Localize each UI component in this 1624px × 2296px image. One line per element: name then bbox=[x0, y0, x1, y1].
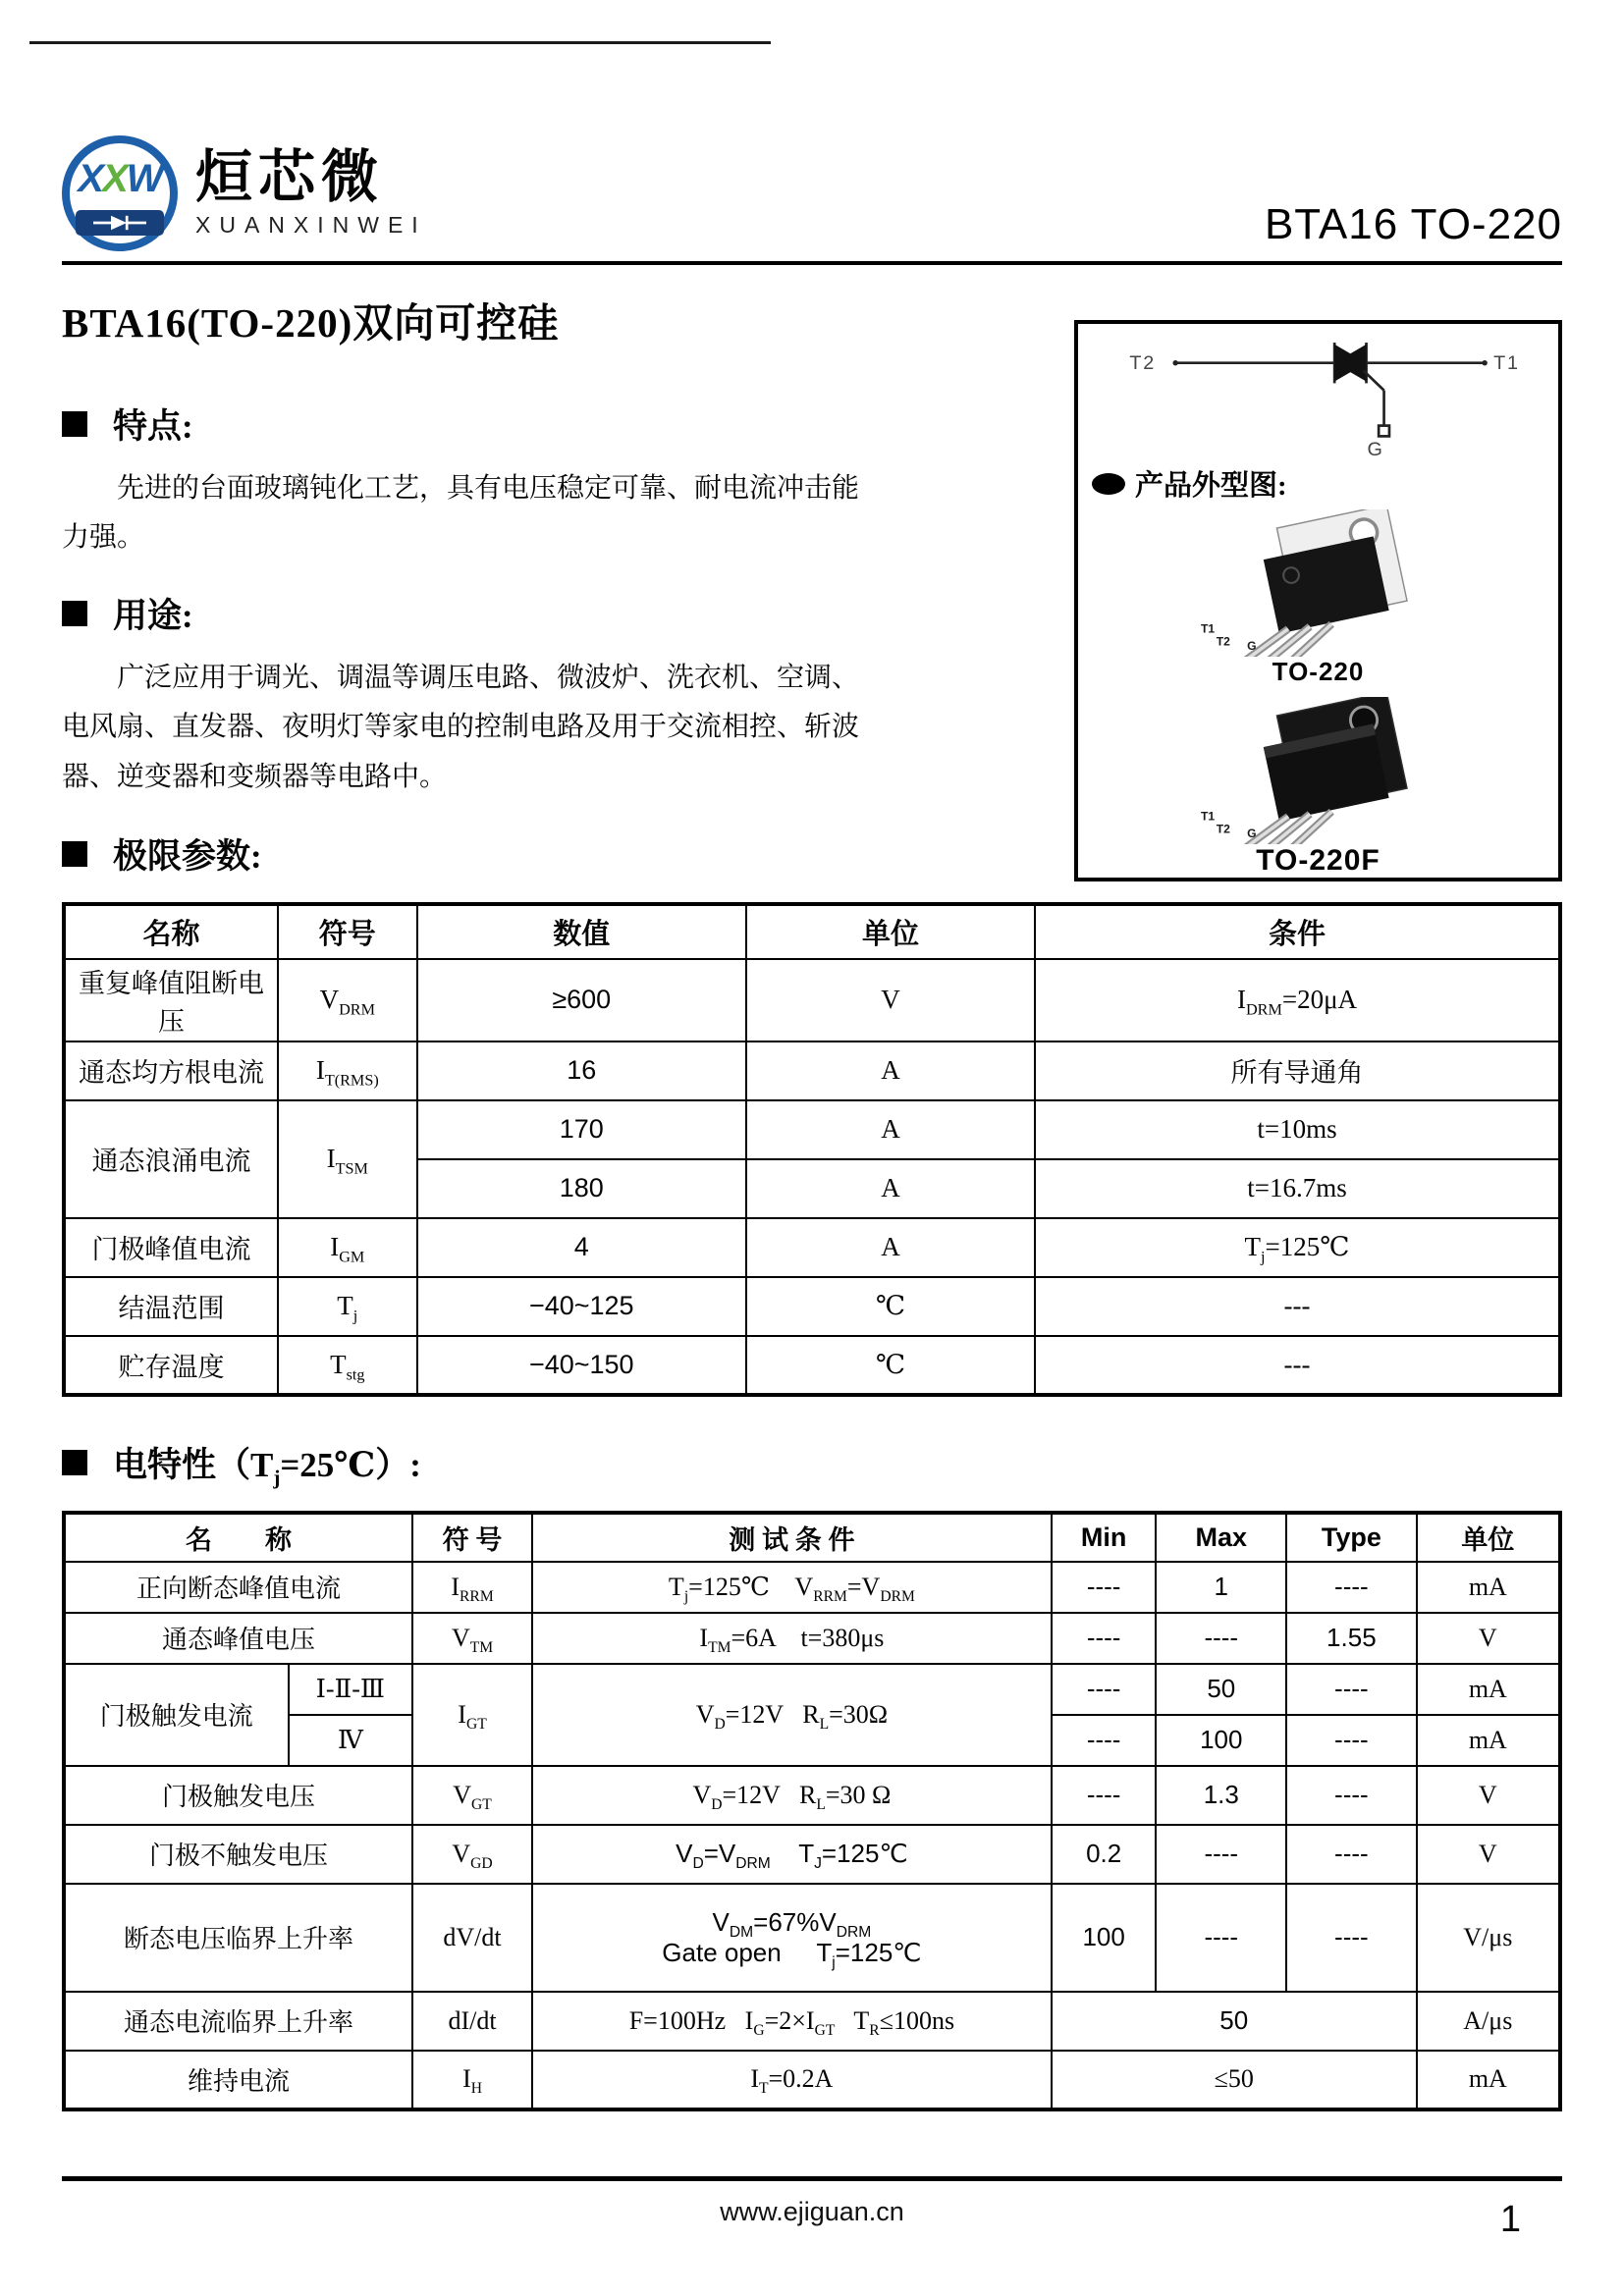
min-cell: ---- bbox=[1052, 1766, 1157, 1825]
param-name-cell: 结温范围 bbox=[64, 1277, 278, 1336]
pin-label-g: G bbox=[1246, 638, 1257, 653]
symbol-cell: $T_{stg}$ bbox=[278, 1336, 417, 1395]
condition-cell: $V_D=12V$ $R_L=30$ Ω bbox=[532, 1766, 1052, 1825]
param-name-cell: 通态均方根电流 bbox=[64, 1041, 278, 1100]
min-cell: ---- bbox=[1052, 1562, 1157, 1613]
symbol-cell: $V_{DRM}$ bbox=[278, 959, 417, 1041]
value-cell: 4 bbox=[417, 1218, 746, 1277]
header-rule bbox=[62, 261, 1562, 265]
value-cell: 16 bbox=[417, 1041, 746, 1100]
unit-cell: A bbox=[746, 1041, 1035, 1100]
value-cell: ≥600 bbox=[417, 959, 746, 1041]
value-cell: −40~150 bbox=[417, 1336, 746, 1395]
package-photo-to220f bbox=[1092, 697, 1544, 878]
outline-drawing-label: 产品外型图: bbox=[1092, 463, 1544, 504]
symbol-cell: $V_{GD}$ bbox=[412, 1825, 532, 1884]
section-bullet-icon bbox=[62, 841, 87, 867]
unit-cell: V bbox=[1417, 1613, 1560, 1664]
pin-label-t1: T1 bbox=[1200, 621, 1215, 636]
param-name-cell: 断态电压临界上升率 bbox=[64, 1884, 412, 1992]
min-cell: ---- bbox=[1052, 1715, 1157, 1766]
scan-artifact-line bbox=[29, 41, 771, 44]
applications-text: 广泛应用于调光、调温等调压电路、微波炉、洗衣机、空调、电风扇、直发器、夜明灯等家电的控制电路及用于交流相控、斩波器、逆变器和变频器等电路中。 bbox=[62, 662, 860, 792]
condition-cell: $T_j=125℃$ $V_{RRM}=V_{DRM}$ bbox=[532, 1562, 1052, 1613]
type-cell: ---- bbox=[1286, 1825, 1417, 1884]
min-cell: 0.2 bbox=[1052, 1825, 1157, 1884]
unit-cell: ℃ bbox=[746, 1277, 1035, 1336]
page-title: BTA16(TO-220)双向可控硅 bbox=[62, 300, 560, 346]
col-header-value: 数值 bbox=[417, 904, 746, 959]
max-cell: ---- bbox=[1156, 1884, 1286, 1992]
col-header-unit: 单位 bbox=[746, 904, 1035, 959]
part-number: BTA16 TO-220 bbox=[1264, 200, 1562, 248]
condition-cell: --- bbox=[1035, 1336, 1560, 1395]
param-name-cell: 门极触发电流 bbox=[64, 1664, 289, 1766]
brand-text bbox=[195, 145, 427, 239]
table-row bbox=[64, 1766, 1560, 1825]
table-row bbox=[64, 1218, 1560, 1277]
condition-cell: 所有导通角 bbox=[1035, 1041, 1560, 1100]
condition-cell: F=100Hz $I_G=2\times I_{GT}$ $T_R\le 100ns$ bbox=[532, 1992, 1052, 2051]
min-cell: ---- bbox=[1052, 1613, 1157, 1664]
table-row bbox=[64, 1041, 1560, 1100]
features-text: 先进的台面玻璃钝化工艺，具有电压稳定可靠、耐电流冲击能力强。 bbox=[62, 473, 860, 554]
type-cell: ---- bbox=[1286, 1766, 1417, 1825]
min-cell: 100 bbox=[1052, 1884, 1157, 1992]
page-footer bbox=[62, 2197, 1562, 2256]
col-header-symbol: 符 号 bbox=[412, 1513, 532, 1562]
symbol-cell: $I_{RRM}$ bbox=[412, 1562, 532, 1613]
param-name-cell: 重复峰值阻断电压 bbox=[64, 959, 278, 1041]
condition-cell: $V_{DM}=67\%V_{DRM}$ Gate open $T_j=125℃$ bbox=[532, 1884, 1052, 1992]
param-name-cell: 门极触发电压 bbox=[64, 1766, 412, 1825]
table-row bbox=[64, 1562, 1560, 1613]
schematic-pin-g: G bbox=[1367, 439, 1384, 457]
type-cell: ---- bbox=[1286, 1884, 1417, 1992]
triac-schematic bbox=[1092, 334, 1544, 457]
section-bullet-icon bbox=[62, 1450, 87, 1475]
col-header-symbol: 符号 bbox=[278, 904, 417, 959]
unit-cell: mA bbox=[1417, 1562, 1560, 1613]
max-cell: 100 bbox=[1156, 1715, 1286, 1766]
unit-cell: V bbox=[1417, 1766, 1560, 1825]
param-name-cell: 通态峰值电压 bbox=[64, 1613, 412, 1664]
col-header-type: Type bbox=[1286, 1513, 1417, 1562]
table-row bbox=[64, 1100, 1560, 1159]
logo-letters: XXW bbox=[78, 157, 162, 200]
ratings-heading: 极限参数: bbox=[62, 829, 1562, 879]
pin-label-t2: T2 bbox=[1216, 822, 1230, 836]
table-row bbox=[64, 1825, 1560, 1884]
param-name-cell: 门极峰值电流 bbox=[64, 1218, 278, 1277]
footer-rule bbox=[62, 2176, 1562, 2181]
max-cell: 1 bbox=[1156, 1562, 1286, 1613]
symbol-cell: $V_{TM}$ bbox=[412, 1613, 532, 1664]
condition-cell: $I_{DRM}=20\mu A$ bbox=[1035, 959, 1560, 1041]
condition-cell: t=16.7ms bbox=[1035, 1159, 1560, 1218]
symbol-cell: $I_{TSM}$ bbox=[278, 1100, 417, 1218]
condition-cell: t=10ms bbox=[1035, 1100, 1560, 1159]
pin-label-g: G bbox=[1246, 826, 1257, 840]
col-header-cond: 测 试 条 件 bbox=[532, 1513, 1052, 1562]
table-row bbox=[64, 1613, 1560, 1664]
to220f-package-image bbox=[1103, 697, 1535, 844]
schematic-pin-t1: T1 bbox=[1493, 352, 1520, 374]
content-area bbox=[62, 291, 1562, 2256]
symbol-cell: $I_H$ bbox=[412, 2051, 532, 2109]
symbol-cell: $I_{T(RMS)}$ bbox=[278, 1041, 417, 1100]
max-cell: 1.3 bbox=[1156, 1766, 1286, 1825]
symbol-cell: $T_j$ bbox=[278, 1277, 417, 1336]
table-row bbox=[64, 1992, 1560, 2051]
package-photo-to220 bbox=[1092, 509, 1544, 687]
logo-mark-icon bbox=[62, 135, 178, 251]
table-row bbox=[64, 1664, 1560, 1715]
col-header-condition: 条件 bbox=[1035, 904, 1560, 959]
condition-cell: --- bbox=[1035, 1277, 1560, 1336]
company-logo bbox=[62, 135, 427, 251]
page-number: 1 bbox=[1499, 2198, 1521, 2240]
quadrant-cell: Ⅳ bbox=[289, 1715, 412, 1766]
value-cell: 170 bbox=[417, 1100, 746, 1159]
condition-cell: $T_j=125℃$ bbox=[1035, 1218, 1560, 1277]
table-row bbox=[64, 1884, 1560, 1992]
merged-value-cell: 50 bbox=[1052, 1992, 1417, 2051]
condition-cell: $V_D=12V$ $R_L=30\Omega$ bbox=[532, 1664, 1052, 1766]
quadrant-cell: Ⅰ-Ⅱ-Ⅲ bbox=[289, 1664, 412, 1715]
section-bullet-icon bbox=[62, 601, 87, 626]
param-name-cell: 通态电流临界上升率 bbox=[64, 1992, 412, 2051]
value-cell: −40~125 bbox=[417, 1277, 746, 1336]
features-heading: 特点: bbox=[62, 400, 906, 449]
unit-cell: ℃ bbox=[746, 1336, 1035, 1395]
param-name-cell: 维持电流 bbox=[64, 2051, 412, 2109]
unit-cell: mA bbox=[1417, 2051, 1560, 2109]
product-outline-panel bbox=[1074, 320, 1562, 881]
bullet-icon bbox=[1092, 473, 1125, 495]
symbol-cell: $V_{GT}$ bbox=[412, 1766, 532, 1825]
page-header bbox=[62, 135, 1562, 251]
brand-name-en: XUANXINWEI bbox=[195, 211, 427, 238]
symbol-cell: dI/dt bbox=[412, 1992, 532, 2051]
ratings-header-row bbox=[64, 904, 1560, 959]
max-cell: ---- bbox=[1156, 1613, 1286, 1664]
package-caption: TO-220 bbox=[1272, 657, 1365, 686]
param-name-cell: 贮存温度 bbox=[64, 1336, 278, 1395]
intro-column bbox=[62, 291, 906, 802]
unit-cell: mA bbox=[1417, 1664, 1560, 1715]
unit-cell: mA bbox=[1417, 1715, 1560, 1766]
symbol-cell: dV/dt bbox=[412, 1884, 532, 1992]
unit-cell: A bbox=[746, 1159, 1035, 1218]
condition-cell: $I_{TM}=6A$ t=380μs bbox=[532, 1613, 1052, 1664]
diode-icon bbox=[76, 210, 164, 236]
table-row bbox=[64, 1336, 1560, 1395]
condition-cell: $I_T=0.2A$ bbox=[532, 2051, 1052, 2109]
pin-label-t2: T2 bbox=[1216, 634, 1230, 649]
to220-package-image bbox=[1103, 509, 1535, 657]
merged-value-cell: ≤50 bbox=[1052, 2051, 1417, 2109]
section-bullet-icon bbox=[62, 411, 87, 437]
param-name-cell: 通态浪涌电流 bbox=[64, 1100, 278, 1218]
condition-cell: $V_D=V_{DRM}$ $T_J=125℃$ bbox=[532, 1825, 1052, 1884]
unit-cell: V/μs bbox=[1417, 1884, 1560, 1992]
col-header-name: 名 称 bbox=[64, 1513, 412, 1562]
unit-cell: A bbox=[746, 1218, 1035, 1277]
col-header-min: Min bbox=[1052, 1513, 1157, 1562]
electrical-table bbox=[62, 1511, 1562, 2111]
symbol-cell: $I_{GM}$ bbox=[278, 1218, 417, 1277]
table-row bbox=[64, 2051, 1560, 2109]
electrical-header-row bbox=[64, 1513, 1560, 1562]
col-header-max: Max bbox=[1156, 1513, 1286, 1562]
max-cell: ---- bbox=[1156, 1825, 1286, 1884]
max-cell: 50 bbox=[1156, 1664, 1286, 1715]
symbol-cell: $I_{GT}$ bbox=[412, 1664, 532, 1766]
min-cell: ---- bbox=[1052, 1664, 1157, 1715]
param-name-cell: 正向断态峰值电流 bbox=[64, 1562, 412, 1613]
unit-cell: V bbox=[746, 959, 1035, 1041]
param-name-cell: 门极不触发电压 bbox=[64, 1825, 412, 1884]
unit-cell: A bbox=[746, 1100, 1035, 1159]
schematic-pin-t2: T2 bbox=[1129, 352, 1157, 374]
unit-cell: V bbox=[1417, 1825, 1560, 1884]
type-cell: ---- bbox=[1286, 1664, 1417, 1715]
col-header-unit: 单位 bbox=[1417, 1513, 1560, 1562]
type-cell: ---- bbox=[1286, 1715, 1417, 1766]
unit-cell: A/μs bbox=[1417, 1992, 1560, 2051]
pin-label-t1: T1 bbox=[1200, 809, 1215, 824]
ratings-table bbox=[62, 902, 1562, 1397]
table-row bbox=[64, 959, 1560, 1041]
applications-heading: 用途: bbox=[62, 589, 906, 638]
col-header-name: 名称 bbox=[64, 904, 278, 959]
electrical-heading: 电特性$(T_j=25℃)$: bbox=[62, 1438, 1562, 1487]
value-cell: 180 bbox=[417, 1159, 746, 1218]
brand-name-cn: 烜芯微 bbox=[195, 145, 385, 210]
type-cell: 1.55 bbox=[1286, 1613, 1417, 1664]
type-cell: ---- bbox=[1286, 1562, 1417, 1613]
website-link[interactable]: www.ejiguan.cn bbox=[720, 2196, 904, 2226]
table-row bbox=[64, 1277, 1560, 1336]
package-caption: TO-220F bbox=[1256, 844, 1380, 877]
